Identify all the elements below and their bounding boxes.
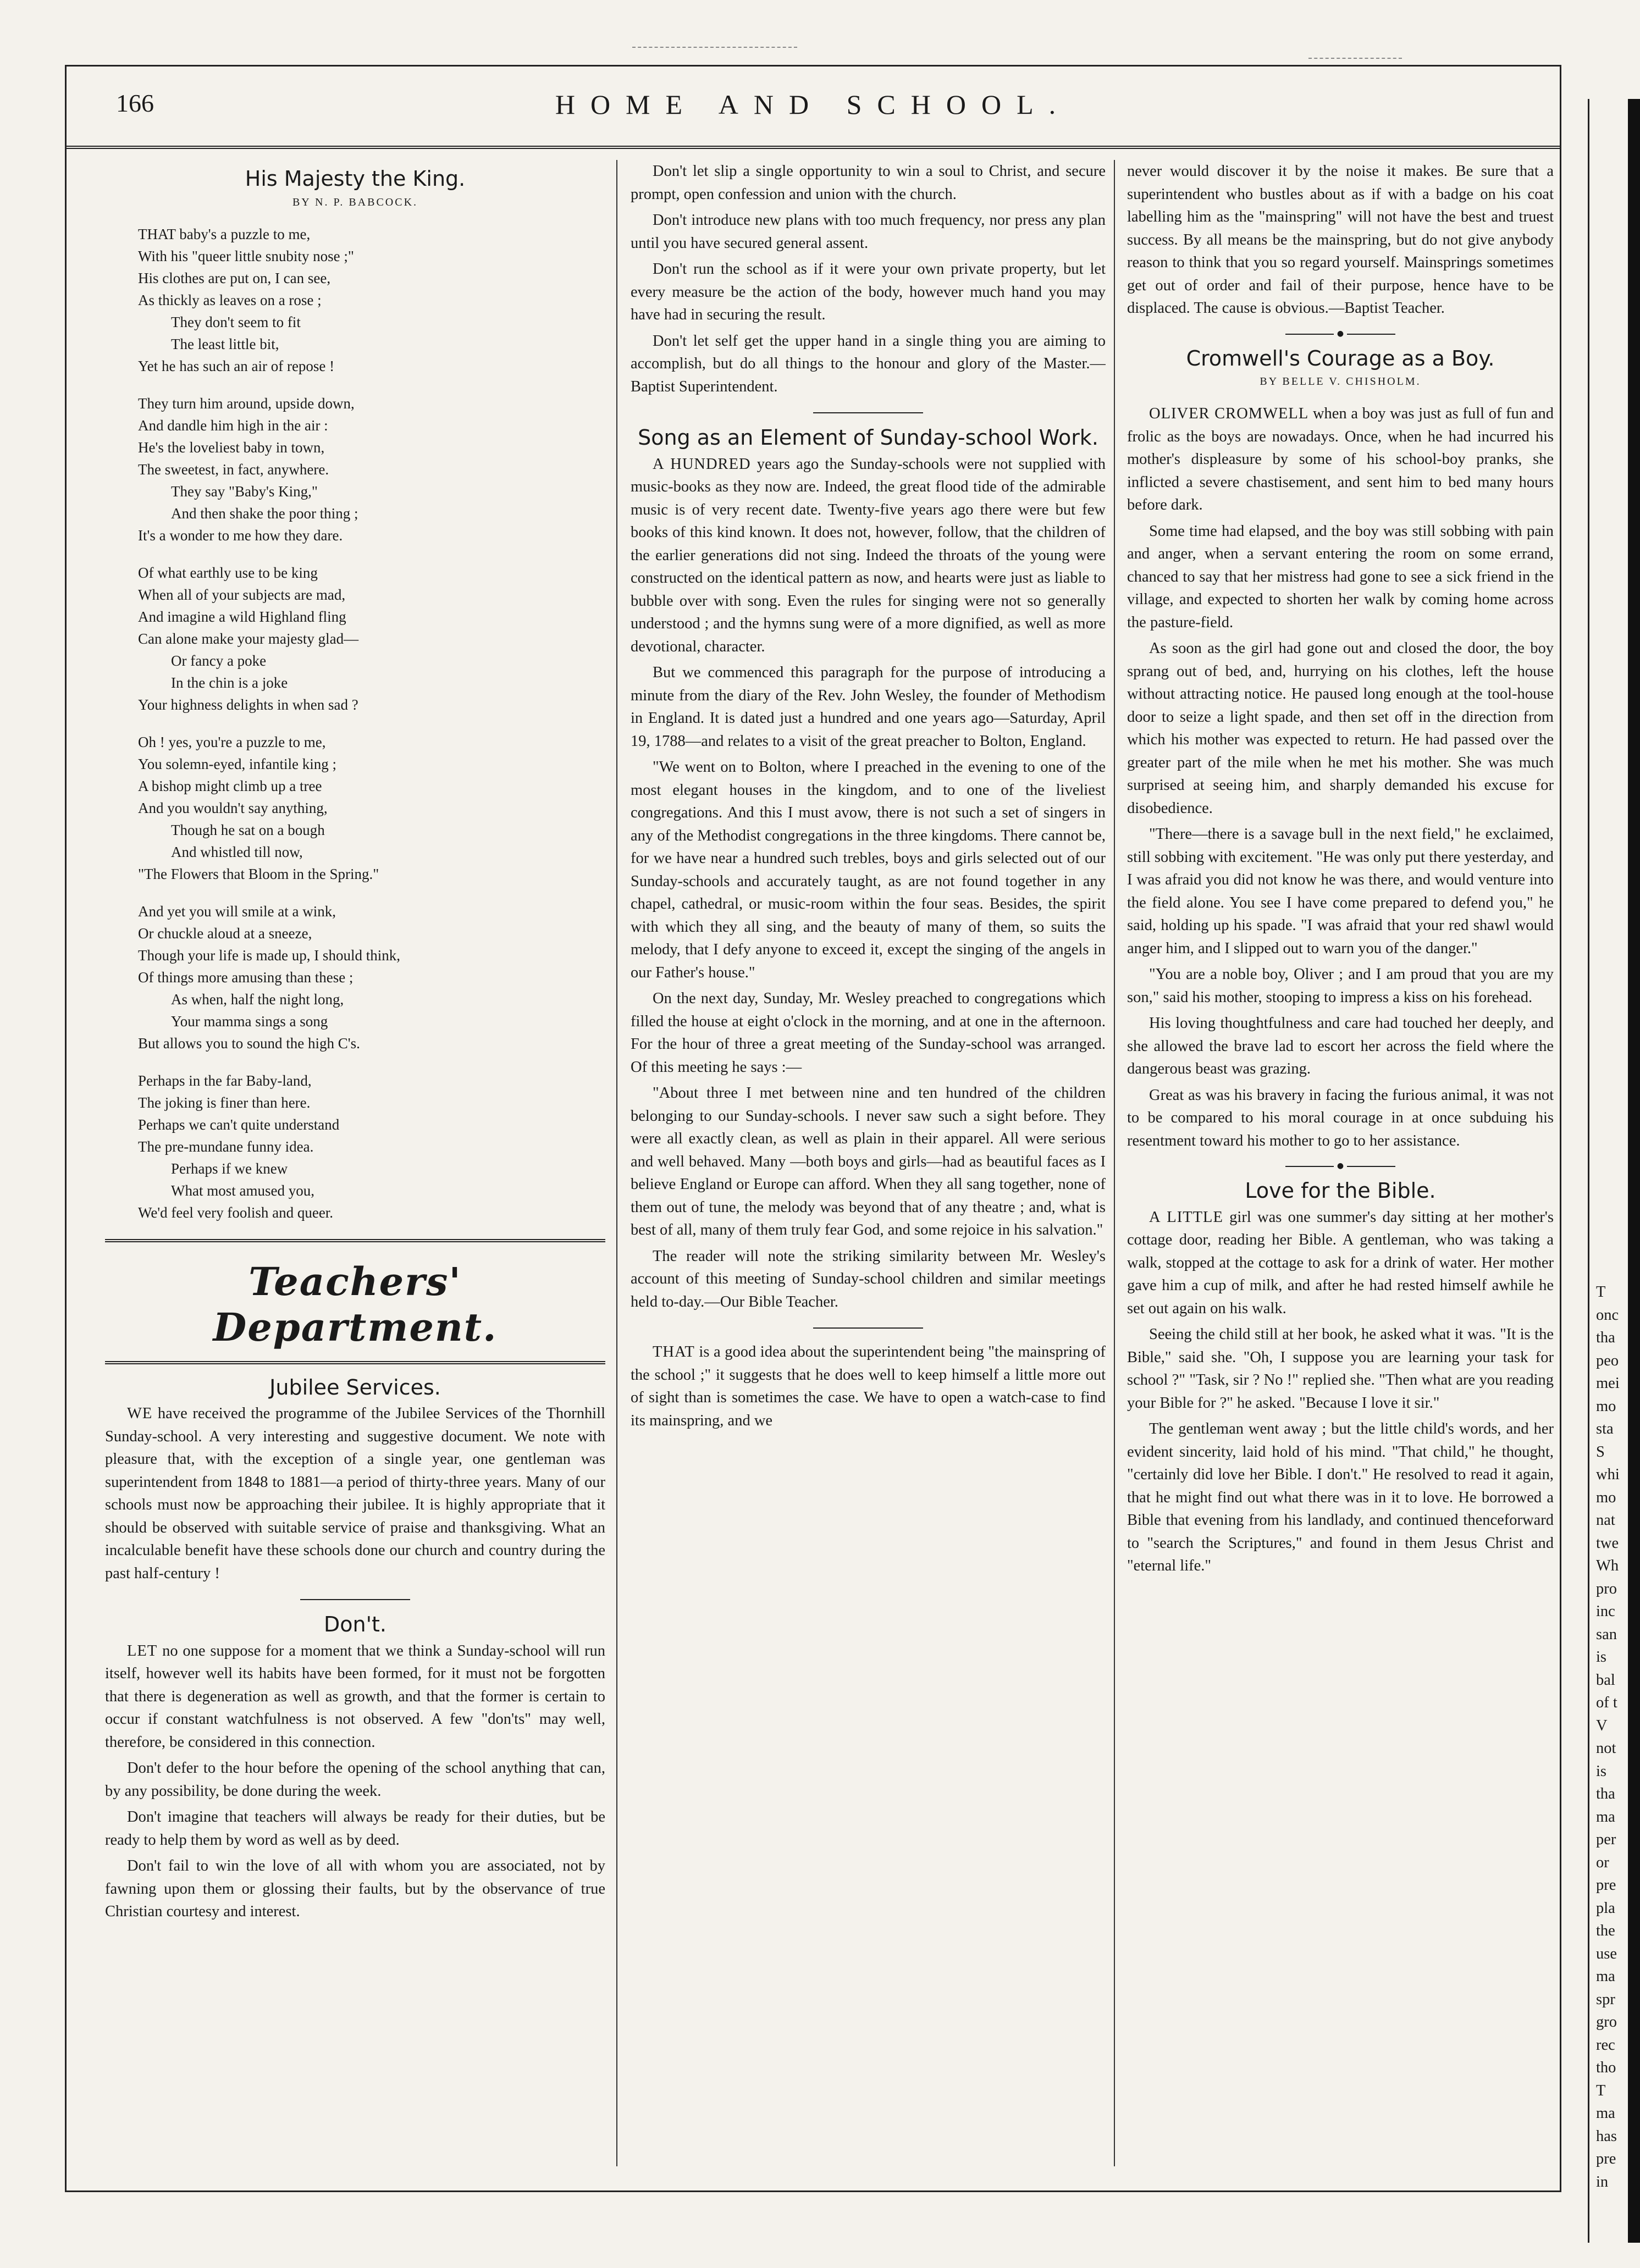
paragraph: OLIVER CROMWELL when a boy was just as full of fun and frolic as the boys are nowadays. Once, when he had incurred his mother's displeasure by some of his school-boy pranks, she inflicted a severe chastisement, and sent him to bed many hours before dark. <box>1127 405 1554 514</box>
paragraph: "There—there is a savage bull in the next field," he exclaimed, still sobbing with excitement. "He was only put there yesterday, and I was afraid you did not know he was there, and would venture into the field alone. You see I have come prepared to defend you," he said, holding up his spade. "I was afraid that your red shawl would anger him, and I slipped out to warn you of the danger." <box>1127 826 1554 957</box>
poem-line: Of what earthly use to be king <box>138 564 318 581</box>
margin-fragment: mo <box>1596 1397 1616 1415</box>
poem-line: You solemn-eyed, infantile king ; <box>138 755 336 772</box>
cromwell-title: Cromwell's Courage as a Boy. <box>1186 346 1495 370</box>
paragraph: His loving thoughtfulness and care had touched her deeply, and she allowed the brave lad to escort her across the field where the dangerous beast was grazing. <box>1127 1015 1554 1078</box>
cromwell-byline: BY BELLE V. CHISHOLM. <box>1260 375 1421 388</box>
cromwell-body <box>1127 402 1554 1152</box>
department-title: Teachers' Department. <box>213 1258 498 1350</box>
poem-line: THAT baby's a puzzle to me, <box>138 225 311 242</box>
margin-fragment: onc <box>1596 1306 1619 1324</box>
paragraph: Don't let self get the upper hand in a single thing you are aiming to accomplish, but do all things to the honour and glory of the Master.—Baptist Superintendent. <box>631 332 1106 395</box>
margin-fragment: gro <box>1596 2013 1617 2031</box>
poem-line: Perhaps we can't quite understand <box>138 1116 340 1133</box>
poem-line: And imagine a wild Highland fling <box>138 608 346 625</box>
dont-continued-body <box>631 160 1106 398</box>
page-header <box>67 67 1560 149</box>
margin-fragment: of t <box>1596 1694 1617 1711</box>
poem-line: And you wouldn't say anything, <box>138 799 328 816</box>
margin-fragment: in <box>1596 2173 1609 2190</box>
margin-fragment: ma <box>1596 1808 1615 1826</box>
margin-fragment: is <box>1596 1649 1607 1666</box>
paragraph: Don't introduce new plans with too much frequency, nor press any plan until you have secured general assent. <box>631 212 1106 252</box>
jubilee-body <box>105 1402 605 1585</box>
poem-line: They say "Baby's King," <box>171 483 318 500</box>
paragraph-continued: never would discover it by the noise it makes. Be sure that a superintendent who bustles about as if with a badge on his coat labelling him as the "mainspring" will not have the best and truest success. By all means be the mainspring, but do not give anybody reason to think that you so regard yourself. Mainsprings sometimes get out of order and fail of their purpose, hence have to be displaced. The cause is obvious.—Baptist Teacher. <box>1127 163 1554 317</box>
margin-fragment: twe <box>1596 1534 1619 1552</box>
binding-shadow <box>1628 99 1640 2243</box>
poem-line: The joking is finer than here. <box>138 1094 311 1111</box>
margin-fragment: is <box>1596 1762 1607 1780</box>
department-rule-top <box>105 1239 605 1242</box>
poem-line: A bishop might climb up a tree <box>138 777 322 794</box>
poem-title: His Majesty the King. <box>245 167 466 191</box>
margin-fragment: pro <box>1596 1580 1617 1597</box>
poem-line: The least little bit, <box>171 335 279 352</box>
dont-title: Don't. <box>323 1612 387 1637</box>
margin-fragment: ma <box>1596 1968 1615 1985</box>
paragraph: "You are a noble boy, Oliver ; and I am proud that you are my son," said his mother, stooping to impress a kiss on his forehead. <box>1127 966 1554 1006</box>
paragraph: WE have received the programme of the Jubilee Services of the Thornhill Sunday-school. A very interesting and suggestive document. We note with pleasure that, with the exception of a single year, one gentleman was superintendent from 1848 to 1881—a period of thirty-three years. Many of our schools must now be approaching their jubilee. It is highly appropriate that it should be observed with suitable service of praise and thanksgiving. What an incalculable benefit have these schools done our church and country during the past half-century ! <box>105 1405 605 1582</box>
poem-line: In the chin is a joke <box>171 674 288 691</box>
paragraph: LET no one suppose for a moment that we think a Sunday-school will run itself, however well its habits have been formed, for it must not be forgotten that there is degeneration as well as growth, and that the former is certain to occur if constant watchfulness is not observed. A few "don'ts" may well, therefore, be considered in this connection. <box>105 1642 605 1751</box>
running-title: HOME AND SCHOOL. <box>555 89 1072 120</box>
margin-fragment: tha <box>1596 1785 1615 1802</box>
song-body <box>631 453 1106 1314</box>
poem-stanza <box>138 900 605 1054</box>
margin-fragment: S <box>1596 1443 1605 1461</box>
column-3 <box>1114 160 1554 2166</box>
poem-stanza <box>138 392 605 546</box>
margin-fragment: pre <box>1596 2150 1616 2167</box>
adjacent-page-edge <box>1588 99 1640 2243</box>
poem-line: They turn him around, upside down, <box>138 395 355 412</box>
poem-stanza <box>138 731 605 885</box>
paragraph: A LITTLE girl was one summer's day sitting at her mother's cottage door, reading her Bible. A gentleman, who was taking a walk, stopped at the cottage to ask for a drink of water. Her mother gave him a cup of milk, and after he had rested himself awhile he set out again on his walk. <box>1127 1208 1554 1317</box>
poem-line: Yet he has such an air of repose ! <box>138 357 335 374</box>
poem-line: Or chuckle aloud at a sneeze, <box>138 925 312 942</box>
bible-title: Love for the Bible. <box>1245 1179 1436 1203</box>
margin-fragment: T <box>1596 2082 1606 2099</box>
margin-fragment: nat <box>1596 1512 1615 1529</box>
jubilee-title: Jubilee Services. <box>269 1375 441 1399</box>
poem-line: And then shake the poor thing ; <box>171 505 358 522</box>
poem-line: Oh ! yes, you're a puzzle to me, <box>138 733 326 750</box>
column-1 <box>105 160 605 2166</box>
paragraph: Don't fail to win the love of all with whom you are associated, not by fawning upon them or glossing their faults, but by the observance of true Christian courtesy and interest. <box>105 1857 605 1921</box>
margin-fragment: peo <box>1596 1352 1619 1369</box>
margin-fragment: not <box>1596 1740 1616 1757</box>
poem-line: Your mamma sings a song <box>171 1013 328 1030</box>
margin-fragment: use <box>1596 1945 1617 1962</box>
margin-fragment: spr <box>1596 1990 1615 2008</box>
poem-line: It's a wonder to me how they dare. <box>138 527 343 544</box>
margin-fragment: san <box>1596 1625 1617 1643</box>
separator-rule <box>813 1327 923 1329</box>
paragraph: "About three I met between nine and ten hundred of the children belonging to our Sunday-schools. I never saw such a sight before. They were all exactly clean, as well as plain in their apparel. All were serious and well behaved. Many —both boys and girls—had as beautiful faces as I believe England or Europe can afford. When they all sang together, none of them out of tune, the melody was beyond that of any theatre ; and, what is best of all, many of them truly fear God, and some rejoice in his salvation." <box>631 1085 1106 1239</box>
print-noise-top-right <box>1308 58 1402 60</box>
mainspring-body <box>631 1341 1106 1432</box>
print-noise-top <box>632 47 797 49</box>
paragraph: Don't defer to the hour before the opening of the school anything that can, by any possibility, be done during the week. <box>105 1760 605 1800</box>
poem-byline: BY N. P. BABCOCK. <box>292 196 418 208</box>
paragraph: A HUNDRED years ago the Sunday-schools were not supplied with music-books as they now are. Indeed, the great flood tide of the admirable music is of very recent date. Twenty-five years ago there were but few books of this kind known. It does not, however, follow, that the children of the earlier generations did not sing. Indeed the throats of the young were constructed on the identical pattern as now, and hearts were just as liable to bubble over with song. Even the rules for singing were not so generally understood ; and the hymns sung were of a more dignified, as well as more devotional, character. <box>631 455 1106 655</box>
paragraph: Don't run the school as if it were your own private property, but let every measure be the action of the body, however much hand you may have had in securing the result. <box>631 261 1106 323</box>
margin-fragment: per <box>1596 1831 1616 1848</box>
margin-fragment: tho <box>1596 2059 1616 2076</box>
separator-rule <box>813 412 923 413</box>
poem-line: The sweetest, in fact, anywhere. <box>138 461 329 478</box>
margin-fragment: bal <box>1596 1671 1615 1689</box>
paragraph: Don't imagine that teachers will always be ready for their duties, but be ready to help them by word as well as by deed. <box>105 1808 605 1849</box>
paragraph: But we commenced this paragraph for the purpose of introducing a minute from the diary of the Rev. John Wesley, the founder of Methodism in England. It is dated just a hundred and one years ago—Saturday, April 19, 1788—and relates to a visit of the great preacher to Bolton, England. <box>631 664 1106 750</box>
poem-line: We'd feel very foolish and queer. <box>138 1204 334 1221</box>
poem-line: Though he sat on a bough <box>171 821 325 838</box>
poem-line: They don't seem to fit <box>171 313 301 330</box>
margin-fragment: whi <box>1596 1466 1620 1483</box>
paragraph: Seeing the child still at her book, he asked what it was. "It is the Bible," said she. "Oh, I suppose you are learning your task for school ?" "Task, sir ? No !" replied she. "Then what are you reading your Bible for ?" he asked. "Because I love it sir." <box>1127 1326 1554 1412</box>
margin-fragment: the <box>1596 1922 1615 1939</box>
separator-rule <box>300 1599 410 1600</box>
column-2 <box>616 160 1106 2166</box>
poem-line: But allows you to sound the high C's. <box>138 1035 360 1052</box>
poem-line: As when, half the night long, <box>171 991 344 1008</box>
margin-fragment: ma <box>1596 2105 1615 2122</box>
margin-fragment: or <box>1596 1854 1609 1871</box>
margin-fragment: mo <box>1596 1489 1616 1506</box>
paragraph: As soon as the girl had gone out and closed the door, the boy sprang out of bed, and, hurrying on his clothes, left the house without attracting notice. He paused long enough at the tool-house door to seize a light spade, and then set off in the direction from which his mother was expected to return. He had passed over the greater part of the mile when he met his mother. She was much surprised at seeing him, and sharply demanded his excuse for disobedience. <box>1127 640 1554 817</box>
margin-fragment: T <box>1596 1284 1606 1301</box>
dont-body <box>105 1640 605 1923</box>
margin-fragment: Wh <box>1596 1557 1619 1574</box>
paragraph: On the next day, Sunday, Mr. Wesley preached to congregations which filled the house at eight o'clock in the morning, and at one in the afternoon. For the hour of three a great meeting of the Sunday-school was arranged. Of this meeting he says :— <box>631 990 1106 1076</box>
paragraph: Some time had elapsed, and the boy was still sobbing with pain and anger, when a servant entering the room on some errand, chanced to say that her mistress had gone to see a sick friend in the village, and expected to shorten her walk by coming home across the pasture-field. <box>1127 522 1554 631</box>
poem-line: With his "queer little snubity nose ;" <box>138 247 354 264</box>
newspaper-page <box>65 65 1561 2192</box>
bible-body <box>1127 1206 1554 1578</box>
poem-stanza <box>138 1070 605 1224</box>
poem-line: Your highness delights in when sad ? <box>138 696 358 713</box>
mainspring-continued <box>1127 160 1554 320</box>
poem-line: And yet you will smile at a wink, <box>138 903 336 920</box>
poem-line: As thickly as leaves on a rose ; <box>138 291 322 308</box>
poem-body <box>138 223 605 1224</box>
margin-fragment: has <box>1596 2127 1617 2145</box>
poem-line: The pre-mundane funny idea. <box>138 1138 314 1155</box>
poem-line: Perhaps if we knew <box>171 1160 288 1177</box>
margin-fragment: rec <box>1596 2036 1615 2054</box>
margin-fragment: inc <box>1596 1603 1615 1620</box>
song-title: Song as an Element of Sunday-school Work. <box>638 425 1098 450</box>
poem-line: Of things more amusing than these ; <box>138 969 354 986</box>
poem-line: When all of your subjects are mad, <box>138 586 346 603</box>
paragraph: The reader will note the striking similarity between Mr. Wesley's account of this meeting of Sunday-school children and similar meetings held to-day.—Our Bible Teacher. <box>631 1247 1106 1310</box>
paragraph: Great as was his bravery in facing the furious animal, it was not to be compared to his moral courage in at once subduing his resentment toward his mother to go to her assistance. <box>1127 1086 1554 1149</box>
margin-fragment: mei <box>1596 1375 1620 1392</box>
poem-line: And dandle him high in the air : <box>138 417 328 434</box>
poem-line: "The Flowers that Bloom in the Spring." <box>138 865 379 882</box>
page-number: 166 <box>116 89 154 117</box>
poem-line: Can alone make your majesty glad— <box>138 630 359 647</box>
poem-stanza <box>138 223 605 377</box>
poem-line: Or fancy a poke <box>171 652 267 669</box>
poem-line: And whistled till now, <box>171 843 303 860</box>
paragraph: Don't let slip a single opportunity to win a soul to Christ, and secure prompt, open confession and union with the church. <box>631 163 1106 203</box>
margin-fragment: sta <box>1596 1420 1614 1437</box>
poem-line: He's the loveliest baby in town, <box>138 439 325 456</box>
poem-stanza <box>138 562 605 716</box>
margin-fragment: tha <box>1596 1329 1615 1346</box>
poem-line: Perhaps in the far Baby-land, <box>138 1072 312 1089</box>
separator-ornament: ● <box>1285 1164 1395 1168</box>
margin-fragment: V <box>1596 1717 1608 1734</box>
department-rule-bottom <box>105 1361 605 1364</box>
poem-line: His clothes are put on, I can see, <box>138 269 331 286</box>
paragraph: The gentleman went away ; but the little child's words, and her evident sincerity, laid hold of his mind. "That child," he thought, "certainly did love her Bible. I don't." He resolved to read it again, that he might find out what there was in it to love. He borrowed a Bible that evening from his landlady, and continued thenceforward to "search the Scriptures," and found in them Jesus Christ and "eternal life." <box>1127 1420 1554 1575</box>
poem-line: Though your life is made up, I should think, <box>138 947 400 964</box>
poem-line: What most amused you, <box>171 1182 314 1199</box>
separator-ornament: ● <box>1285 332 1395 335</box>
margin-fragment: pre <box>1596 1877 1616 1894</box>
paragraph: "We went on to Bolton, where I preached in the evening to one of the most elegant houses in the kingdom, and to one of the liveliest congregations. And this I must avow, there is not such a set of singers in any of the Methodist congregations in the three kingdoms. There cannot be, for we have near a hundred such trebles, boys and girls selected out of our Sunday-schools and accurately taught, as are not found together in any chapel, cathedral, or music-room within the four seas. Besides, the spirit with which they all sing, and the beauty of many of them, so suits the melody, that I defy anyone to exceed it, except the singing of the angels in our Father's house." <box>631 759 1106 981</box>
margin-fragment: pla <box>1596 1899 1615 1917</box>
paragraph: THAT is a good idea about the superintendent being "the mainspring of the school ;" it suggests that he does well to keep himself a little more out of sight than is sometimes the case. We have to open a watch-case to find its mainspring, and we <box>631 1343 1106 1429</box>
